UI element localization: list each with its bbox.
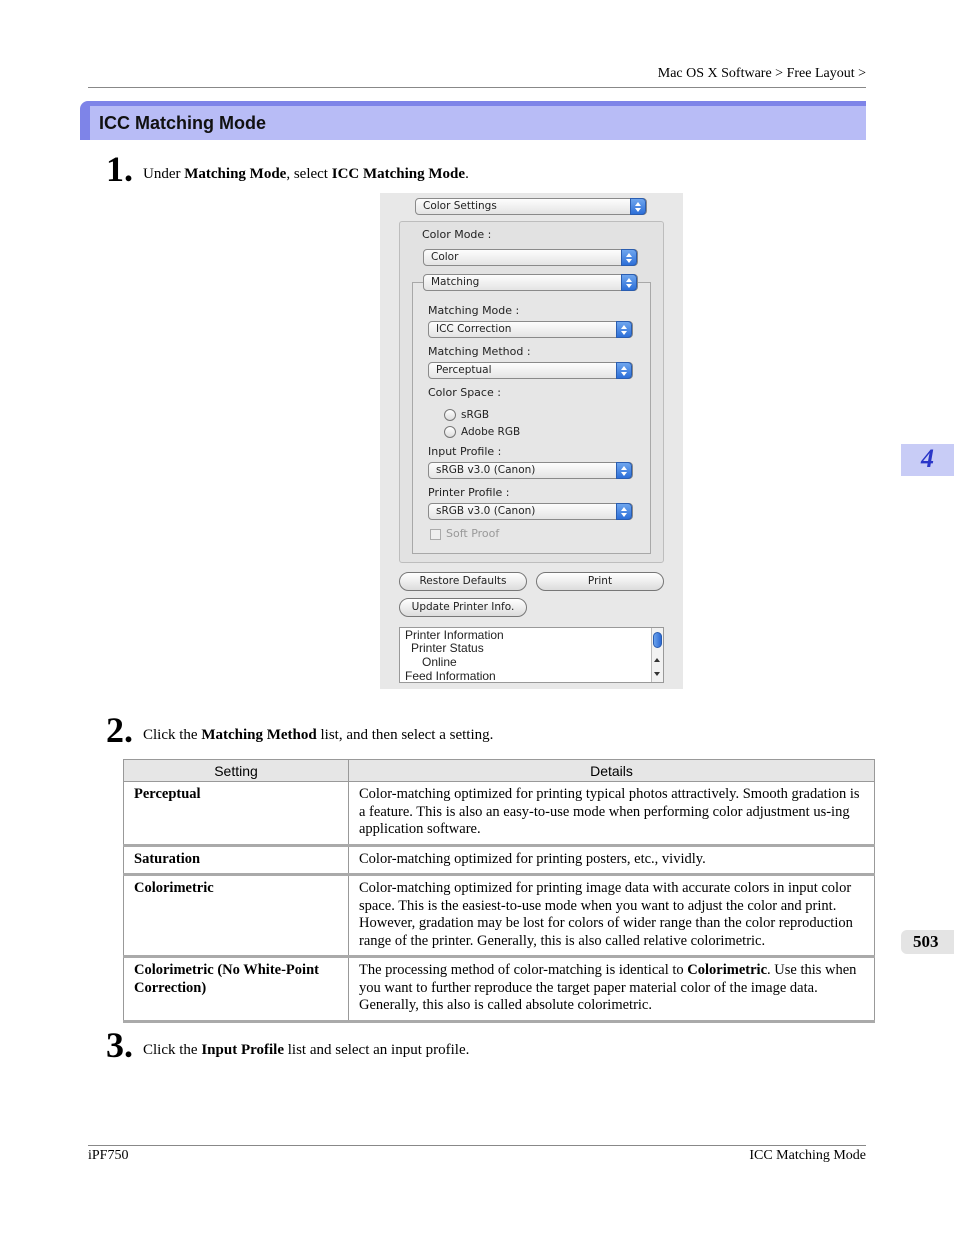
setting-cell: Colorimetric: [124, 875, 349, 957]
radio-srgb[interactable]: [444, 409, 456, 421]
scroll-thumb[interactable]: [653, 632, 662, 648]
matching-method-label: Matching Method :: [428, 345, 531, 358]
panel-popup[interactable]: [415, 198, 647, 215]
column-header-details: Details: [349, 760, 875, 782]
matching-popup[interactable]: [423, 274, 638, 291]
table-row: [124, 957, 875, 1022]
popup-arrows-icon: [616, 462, 632, 479]
step-number: 2.: [106, 710, 133, 750]
input-profile-value: sRGB v3.0 (Canon): [436, 464, 536, 476]
list-item[interactable]: Feed Information: [405, 669, 496, 683]
page-number: 503: [913, 932, 939, 951]
radio-srgb-label: sRGB: [461, 409, 490, 421]
section-heading: [80, 101, 866, 140]
setting-cell: Colorimetric (No White-Point Correction): [124, 957, 349, 1022]
soft-proof-checkbox[interactable]: [430, 529, 441, 540]
header-divider: [88, 87, 866, 88]
soft-proof-label: Soft Proof: [446, 527, 500, 540]
details-cell: Color-matching optimized for printing image data with accurate colors in input color space. This is the easiest-to-use mode when you want to adjust the color and print. However, gradation may be lost for colors of wider range than the color reproduction range of the printer. Generally, this is also called relative colorimetric.: [349, 875, 875, 957]
details-cell: Color-matching optimized for printing typical photos attractively. Smooth gradation is a feature. This is also an easy-to-use mode when performing color adjustment us-ing application software.: [349, 782, 875, 846]
step-number: 1.: [106, 149, 133, 189]
step-number: 3.: [106, 1025, 133, 1065]
printer-profile-value: sRGB v3.0 (Canon): [436, 505, 536, 517]
table-row: [124, 845, 875, 875]
printer-info-list[interactable]: [399, 627, 664, 683]
section-title: ICC Matching Mode: [99, 113, 266, 133]
footer-divider: [88, 1145, 866, 1146]
step-text: Under Matching Mode, select ICC Matching Mode.: [143, 166, 469, 182]
update-printer-info-button[interactable]: Update Printer Info.: [399, 598, 527, 617]
popup-arrows-icon: [630, 198, 646, 215]
setting-cell: Perceptual: [124, 782, 349, 846]
footer-model: iPF750: [88, 1148, 129, 1163]
setting-cell: Saturation: [124, 845, 349, 875]
color-mode-value: Color: [431, 251, 459, 263]
color-space-label: Color Space :: [428, 386, 501, 399]
table-row: [124, 875, 875, 957]
matching-method-value: Perceptual: [436, 364, 492, 376]
step-text: Click the Input Profile list and select an input profile.: [143, 1042, 470, 1058]
breadcrumb: Mac OS X Software > Free Layout >: [657, 66, 866, 81]
popup-arrows-icon: [616, 362, 632, 379]
matching-mode-label: Matching Mode :: [428, 304, 520, 317]
panel-popup-value: Color Settings: [423, 200, 497, 212]
matching-method-popup[interactable]: [428, 362, 633, 379]
matching-mode-value: ICC Correction: [436, 323, 512, 335]
table-row: [124, 782, 875, 846]
matching-popup-value: Matching: [431, 276, 480, 288]
chapter-tab: [901, 444, 954, 476]
input-profile-label: Input Profile :: [428, 445, 502, 458]
print-button[interactable]: Print: [536, 572, 664, 591]
column-header-setting: Setting: [124, 760, 349, 782]
page-number-tab: [901, 930, 954, 954]
list-scrollbar[interactable]: [651, 628, 663, 682]
print-settings-dialog: [380, 193, 683, 689]
popup-arrows-icon: [616, 503, 632, 520]
scroll-up-arrow-icon[interactable]: [654, 658, 660, 662]
list-item[interactable]: Printer Information: [405, 628, 504, 642]
details-cell: Color-matching optimized for printing posters, etc., vividly.: [349, 845, 875, 875]
color-mode-label: Color Mode :: [422, 228, 492, 241]
restore-defaults-button[interactable]: Restore Defaults: [399, 572, 527, 591]
list-item[interactable]: Printer Status: [411, 641, 484, 655]
matching-method-table: [123, 759, 875, 1023]
chapter-number: 4: [921, 444, 934, 473]
list-item[interactable]: Online: [422, 655, 457, 669]
matching-mode-popup[interactable]: [428, 321, 633, 338]
color-mode-popup[interactable]: [423, 249, 638, 266]
step-text: Click the Matching Method list, and then select a setting.: [143, 727, 494, 743]
popup-arrows-icon: [621, 249, 637, 266]
footer-section: ICC Matching Mode: [749, 1148, 866, 1163]
input-profile-popup[interactable]: [428, 462, 633, 479]
popup-arrows-icon: [616, 321, 632, 338]
scroll-down-arrow-icon[interactable]: [654, 672, 660, 676]
printer-profile-popup[interactable]: [428, 503, 633, 520]
popup-arrows-icon: [621, 274, 637, 291]
radio-adobe-rgb[interactable]: [444, 426, 456, 438]
radio-adobe-rgb-label: Adobe RGB: [461, 426, 521, 438]
details-cell: The processing method of color-matching is identical to Colorimetric. Use this when you want to further reproduce the target paper material color of the image data. Generally, this also is called absolute colorimetric.: [349, 957, 875, 1022]
printer-profile-label: Printer Profile :: [428, 486, 510, 499]
